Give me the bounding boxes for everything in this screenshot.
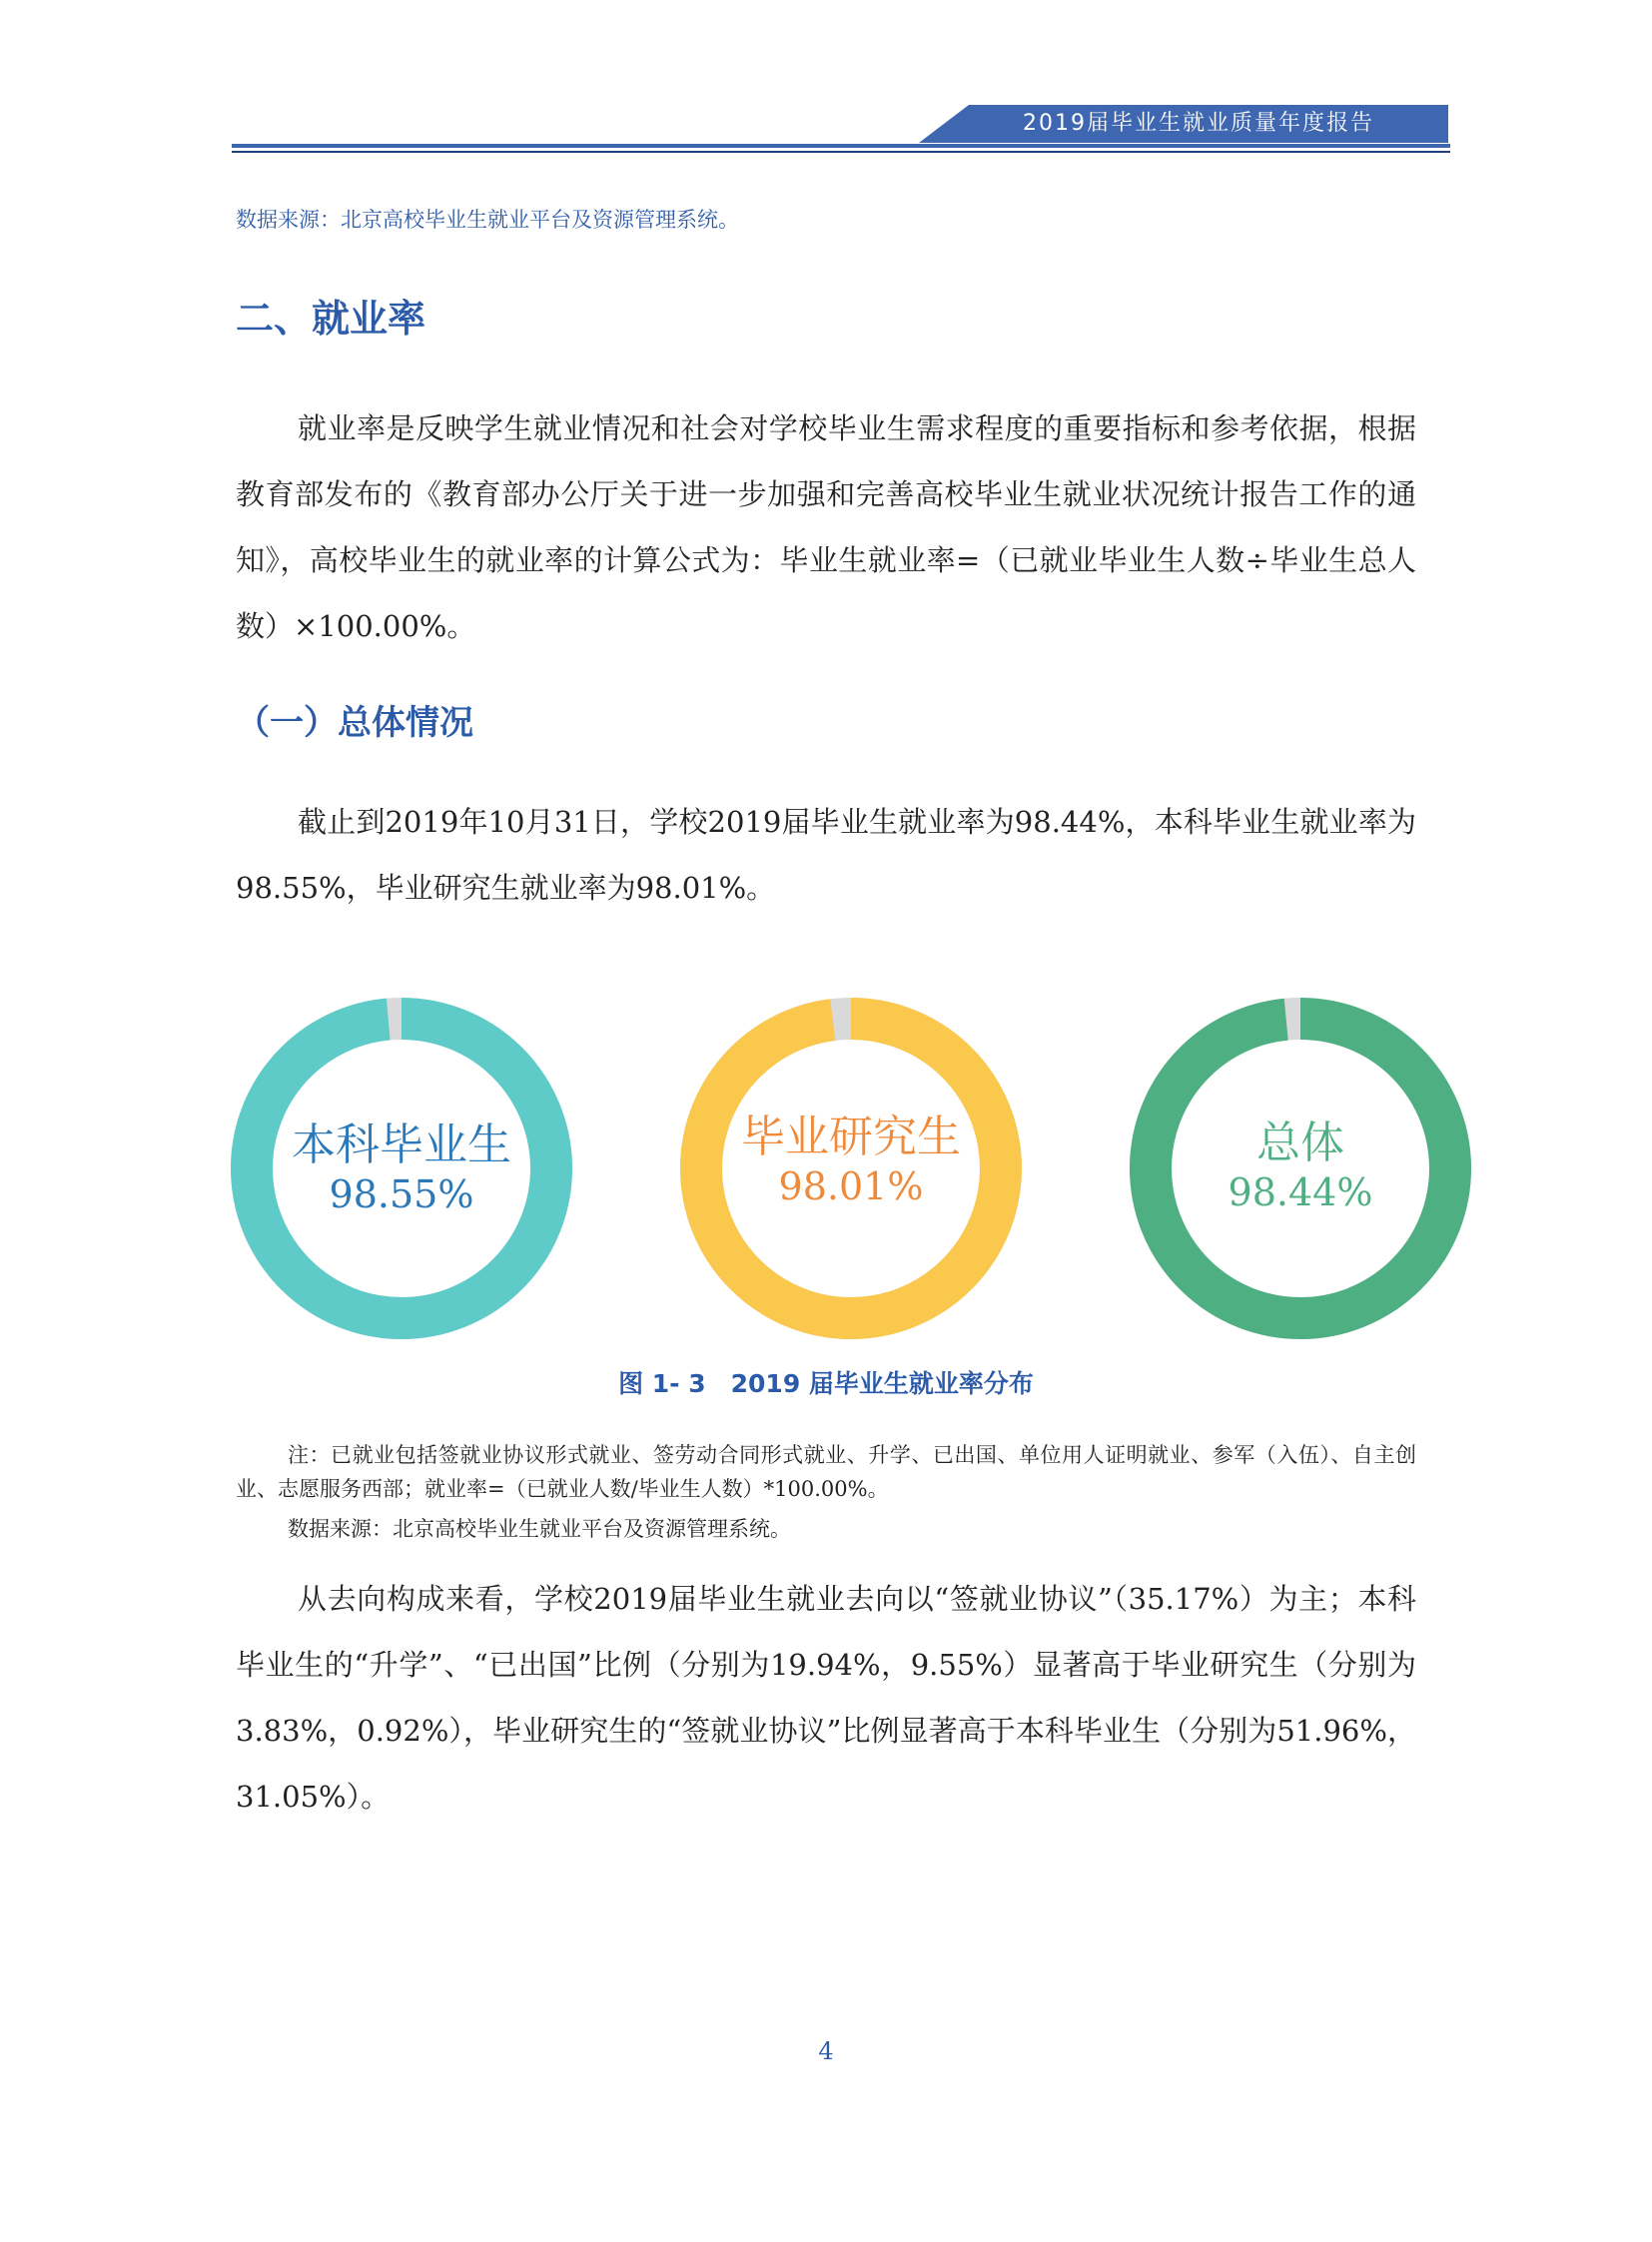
donut-name-undergrad: 本科毕业生: [292, 1120, 511, 1170]
donut-value-graduate: 98.01%: [778, 1164, 924, 1208]
intro-paragraph: 就业率是反映学生就业情况和社会对学校毕业生需求程度的重要指标和参考依据，根据教育部发布的《教育部办公厅关于进一步加强和完善高校毕业生就业状况统计报告工作的通知》，高校毕业生的就业率的计算公式为：毕业生就业率=（已就业毕业生人数÷毕业生总人数）×100.00%。: [236, 411, 1416, 643]
donut-value-undergrad: 98.55%: [329, 1172, 474, 1216]
donut-name-overall: 总体: [1256, 1118, 1344, 1168]
figure-note: 注：已就业包括签就业协议形式就业、签劳动合同形式就业、升学、已出国、单位用人证明就业、参军（入伍）、自主创业、志愿服务西部；就业率=（已就业人数/毕业生人数）*100.00%。: [236, 1443, 1416, 1501]
header-rule: [232, 144, 1450, 148]
donut-label-undergrad: [252, 1109, 551, 1216]
overall-paragraph: 截止到2019年10月31日，学校2019届毕业生就业率为98.44%，本科毕业生就业率为98.55%，毕业研究生就业率为98.01%。: [236, 805, 1416, 905]
donut-charts: [0, 989, 1652, 1348]
data-source-top: 数据来源：北京高校毕业生就业平台及资源管理系统。: [236, 208, 739, 232]
figure-caption: 图 1- 3 2019 届毕业生就业率分布: [618, 1369, 1034, 1398]
donut-name-graduate: 毕业研究生: [741, 1112, 961, 1162]
donut-value-overall: 98.44%: [1228, 1170, 1373, 1214]
page-number: 4: [818, 2037, 834, 2065]
section-heading: 二、就业率: [236, 297, 426, 341]
destination-paragraph: 从去向构成来看，学校2019届毕业生就业去向以“签就业协议”（35.17%）为主；本科毕业生的“升学”、“已出国”比例（分别为19.94%，9.55%）显著高于毕业研究生（分别为3.83%，0.92%），毕业研究生的“签就业协议”比例显著高于本科毕业生（分别为51.96%，31.05%）。: [236, 1582, 1416, 1814]
header-title: 2019届毕业生就业质量年度报告: [1023, 111, 1374, 136]
donut-label-graduate: [701, 1101, 1001, 1208]
donut-label-overall: [1151, 1107, 1450, 1214]
subsection-heading: （一）总体情况: [236, 703, 473, 743]
header-rule-thin: [232, 151, 1450, 153]
figure-note-source: 数据来源：北京高校毕业生就业平台及资源管理系统。: [288, 1517, 791, 1541]
